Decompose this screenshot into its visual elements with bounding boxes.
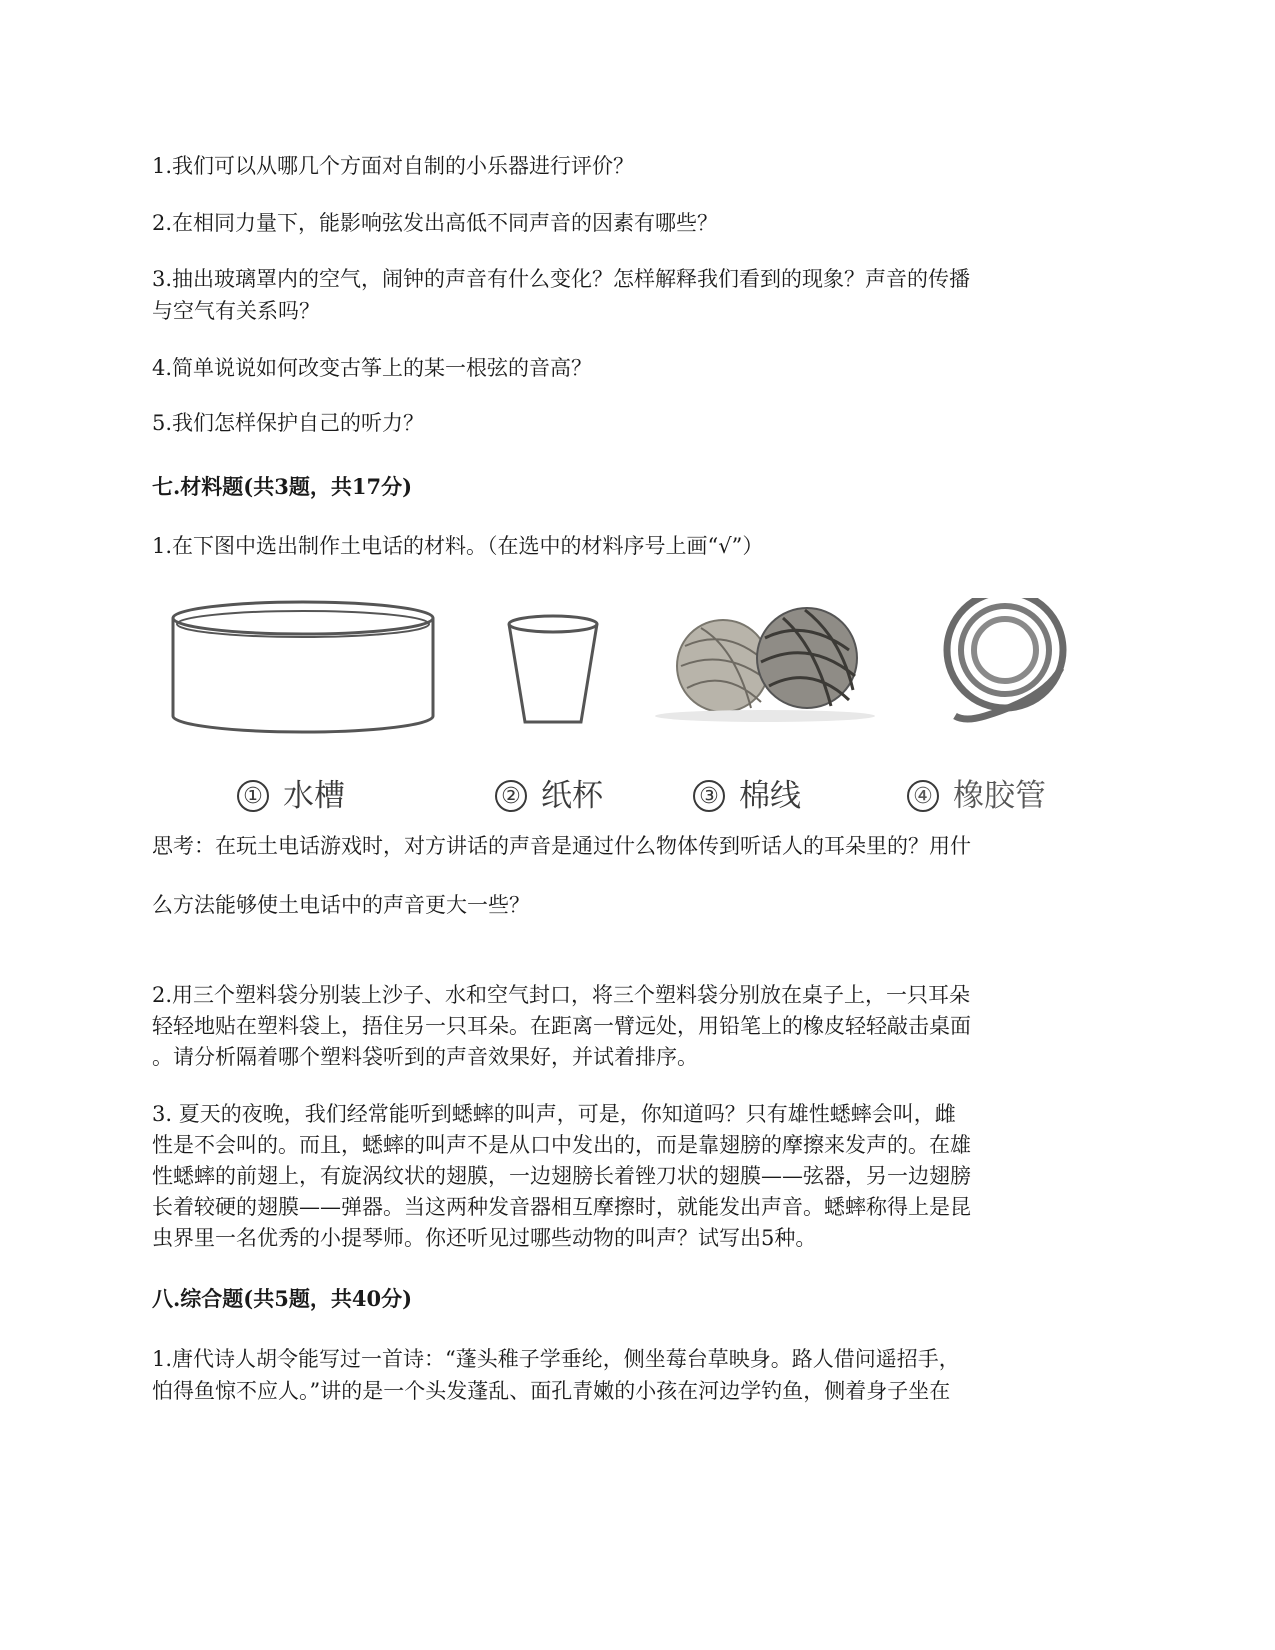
section6-q3-line2: 与空气有关系吗？ (152, 299, 320, 323)
section7-q2-line2: 轻轻地贴在塑料袋上，捂住另一只耳朵。在距离一臂远处，用铅笔上的橡皮轻轻敲击桌面 (152, 1014, 971, 1038)
think-line2: 么方法能够使土电话中的声音更大一些？ (152, 893, 530, 917)
material-caption-2 (495, 770, 603, 815)
water-trough-icon (173, 602, 433, 732)
section7-q3-line1: 3. 夏天的夜晚，我们经常能听到蟋蟀的叫声，可是，你知道吗？只有雄性蟋蟀会叫，雌 (152, 1102, 956, 1126)
material-number-3: ③ (693, 780, 725, 812)
paper-cup-icon (509, 616, 597, 722)
section8-title: 八.综合题(共5题，共40分) (152, 1286, 413, 1311)
section6-q4: 4.简单说说如何改变古筝上的某一根弦的音高？ (152, 356, 593, 380)
section7-q3-line2: 性是不会叫的。而且，蟋蟀的叫声不是从口中发出的，而是靠翅膀的摩擦来发声的。在雄 (152, 1133, 971, 1157)
section6-q3-line1: 3.抽出玻璃罩内的空气，闹钟的声音有什么变化？怎样解释我们看到的现象？声音的传播 (152, 267, 971, 291)
section8-q1-line2: 怕得鱼惊不应人。”讲的是一个头发蓬乱、面孔青嫩的小孩在河边学钓鱼，侧着身子坐在 (152, 1379, 951, 1403)
material-caption-4 (907, 770, 1046, 815)
section7-q3-line5: 虫界里一名优秀的小提琴师。你还听见过哪些动物的叫声？试写出5种。 (152, 1226, 817, 1250)
section8-q1-line1: 1.唐代诗人胡令能写过一首诗：“蓬头稚子学垂纶，侧坐莓台草映身。路人借问遥招手， (152, 1347, 960, 1371)
material-caption-3 (693, 770, 801, 815)
material-number-1: ① (237, 780, 269, 812)
material-label-4: 橡胶管 (953, 778, 1046, 814)
material-number-2: ② (495, 780, 527, 812)
materials-drawing (165, 598, 1125, 758)
section7-q2-line3: 。请分析隔着哪个塑料袋听到的声音效果好，并试着排序。 (152, 1045, 698, 1069)
material-label-1: 水槽 (283, 778, 345, 814)
material-caption-1 (237, 770, 345, 815)
material-label-2: 纸杯 (541, 778, 603, 814)
rubber-tube-icon (947, 598, 1063, 719)
section7-q2-line1: 2.用三个塑料袋分别装上沙子、水和空气封口，将三个塑料袋分别放在桌子上，一只耳朵 (152, 983, 971, 1007)
cotton-thread-icon (655, 608, 875, 722)
material-number-4: ④ (907, 780, 939, 812)
section7-title: 七.材料题(共3题，共17分) (152, 474, 413, 499)
section6-q5: 5.我们怎样保护自己的听力？ (152, 411, 425, 435)
section7-q3-line4: 长着较硬的翅膜——弹器。当这两种发音器相互摩擦时，就能发出声音。蟋蟀称得上是昆 (152, 1195, 971, 1219)
section6-q2: 2.在相同力量下，能影响弦发出高低不同声音的因素有哪些？ (152, 211, 719, 235)
section6-q1: 1.我们可以从哪几个方面对自制的小乐器进行评价？ (152, 154, 635, 178)
materials-figure (165, 598, 1125, 823)
material-label-3: 棉线 (739, 778, 801, 814)
section7-q1: 1.在下图中选出制作土电话的材料。（在选中的材料序号上画“√”） (152, 534, 764, 558)
section7-q3-line3: 性蟋蟀的前翅上，有旋涡纹状的翅膜，一边翅膀长着锉刀状的翅膜——弦器，另一边翅膀 (152, 1164, 971, 1188)
think-line1: 思考：在玩土电话游戏时，对方讲话的声音是通过什么物体传到听话人的耳朵里的？用什 (152, 834, 971, 858)
